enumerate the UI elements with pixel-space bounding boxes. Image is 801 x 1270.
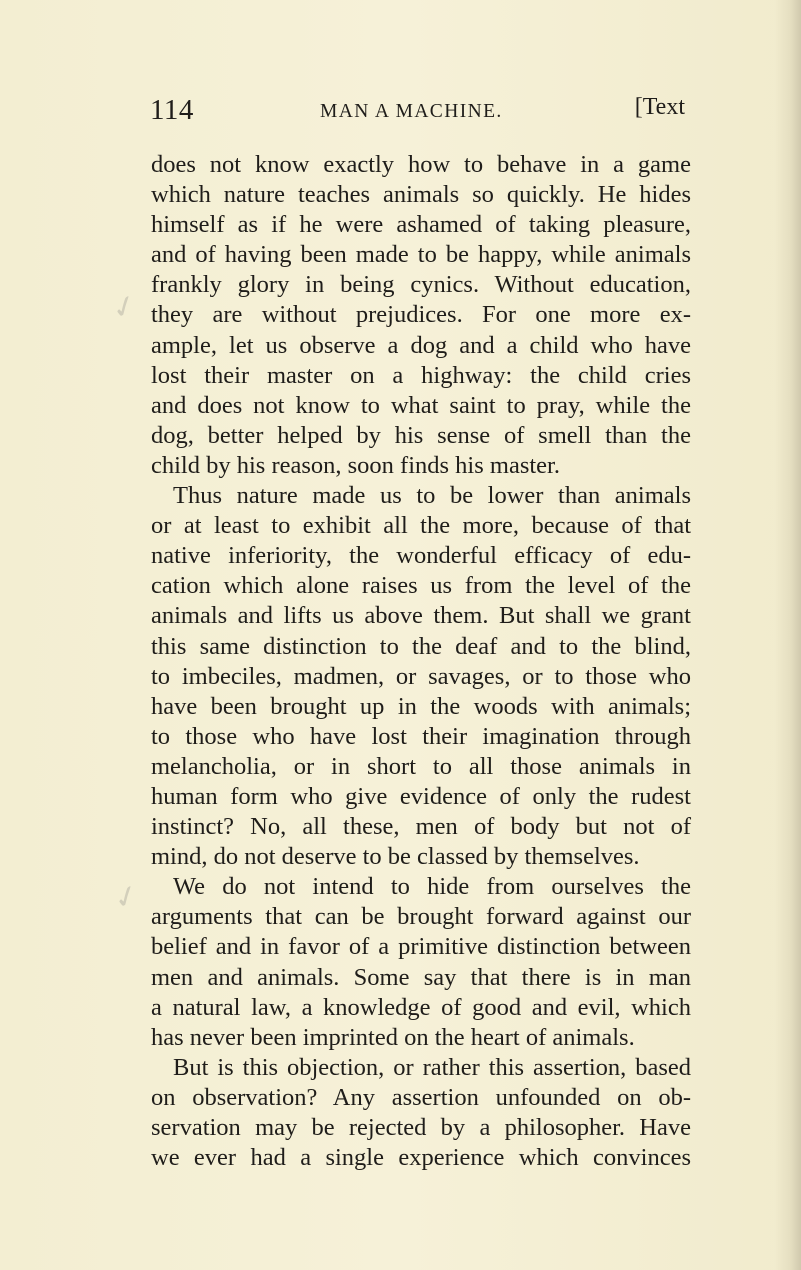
text-line: or at least to exhibit all the more, because of that (151, 512, 691, 540)
text-line: on observation? Any assertion unfounded on ob- (151, 1083, 691, 1111)
text-line: mind, do not deserve to be classed by themselves. (151, 843, 640, 871)
text-line: Thus nature made us to be lower than animals (173, 482, 691, 510)
text-line: men and animals. Some say that there is in man (151, 963, 691, 991)
text-line: and of having been made to be happy, while animals (151, 241, 691, 269)
text-line: servation may be rejected by a philosopher. Have (151, 1114, 691, 1141)
text-line: we ever had a single experience which convinces (151, 1144, 691, 1172)
pencil-mark-icon: ✓ (108, 876, 145, 919)
page-edge-shadow (775, 0, 801, 1270)
text-line: belief and in favor of a primitive distinction between (151, 933, 691, 961)
page-number: 114 (150, 94, 194, 126)
text-line: frankly glory in being cynics. Without education, (151, 271, 691, 299)
text-line: melancholia, or in short to all those animals in (151, 752, 691, 780)
section-marker: [Text (634, 94, 685, 120)
text-line: native inferiority, the wonderful efficacy of edu- (151, 542, 691, 570)
pencil-mark-icon: ✓ (106, 286, 143, 329)
text-line: animals and lifts us above them. But shall we grant (151, 602, 691, 630)
text-line: instinct? No, all these, men of body but not of (151, 813, 691, 841)
text-line: himself as if he were ashamed of taking pleasure, (151, 211, 691, 239)
text-line: this same distinction to the deaf and to the blind, (151, 632, 691, 660)
text-line: cation which alone raises us from the level of the (151, 572, 691, 600)
text-line: arguments that can be brought forward against our (151, 903, 691, 931)
text-line: lost their master on a highway: the child cries (151, 361, 691, 389)
text-line: child by his reason, soon finds his master. (151, 451, 560, 479)
text-line: which nature teaches animals so quickly. He hides (151, 181, 691, 209)
body-text (151, 150, 691, 1173)
text-line: We do not intend to hide from ourselves the (173, 873, 691, 901)
running-title: MAN A MACHINE. (320, 101, 503, 122)
text-line: to those who have lost their imagination through (151, 722, 691, 750)
text-line: they are without prejudices. For one more ex- (151, 301, 691, 329)
text-line: have been brought up in the woods with animals; (151, 692, 691, 720)
running-head (150, 92, 685, 132)
text-line: a natural law, a knowledge of good and evil, which (151, 993, 691, 1021)
text-line: dog, better helped by his sense of smell than the (151, 421, 691, 449)
text-line: has never been imprinted on the heart of animals. (151, 1023, 635, 1051)
text-line: ample, let us observe a dog and a child who have (151, 331, 691, 359)
text-line: and does not know to what saint to pray, while the (151, 391, 691, 419)
text-line: does not know exactly how to behave in a game (151, 151, 691, 178)
text-line: But is this objection, or rather this assertion, based (173, 1053, 691, 1081)
text-line: to imbeciles, madmen, or savages, or to those who (151, 662, 691, 690)
text-line: human form who give evidence of only the rudest (151, 782, 691, 810)
